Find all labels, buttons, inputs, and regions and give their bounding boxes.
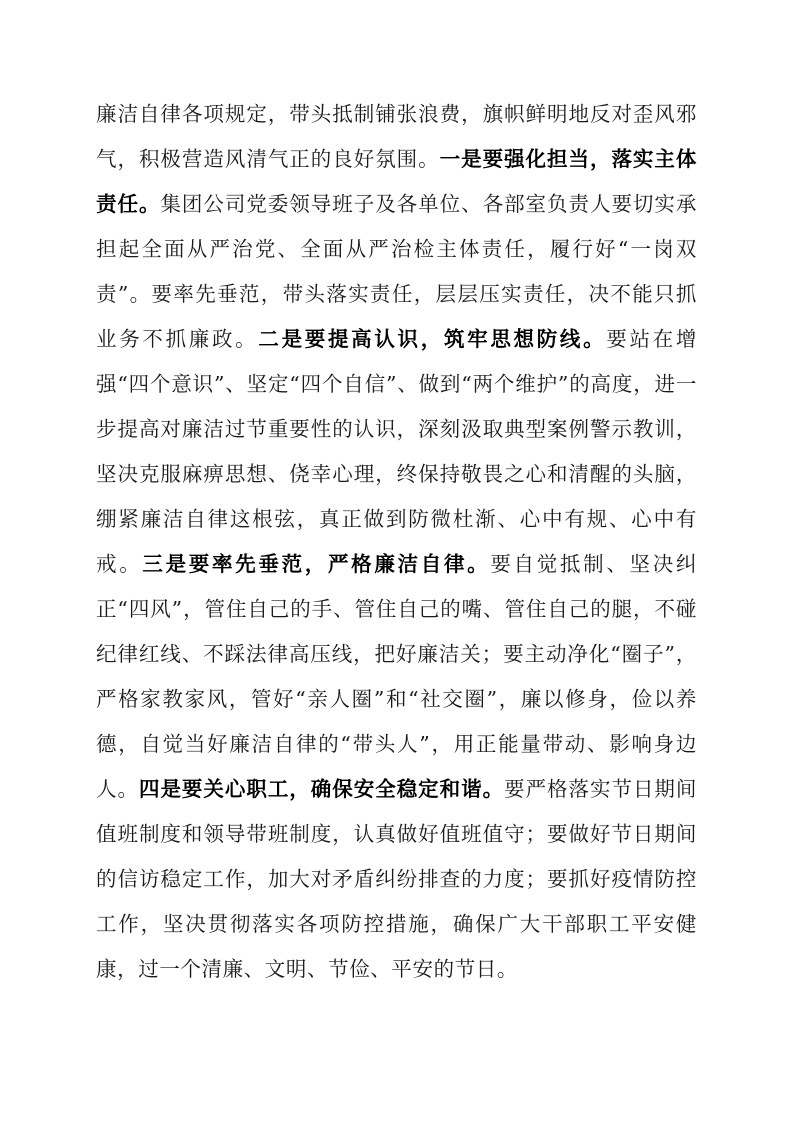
text-run: 集团公司党委领导班子及各单位、各部室负责人要切实承担起全面从严治党、全面从严治检主体责任，履行好“一岗双责”。要率先垂范，带头落实责任，层层压实责任，决不能只抓业务不抓廉政。 (96, 192, 697, 351)
emphasis-run: 一是要强化担当，落实主体责任。 (96, 147, 697, 216)
emphasis-run: 四是要关心职工，确保安全稳定和谐。 (138, 777, 505, 801)
emphasis-run: 二是要提高认识，筑牢思想防线。 (258, 327, 607, 351)
document-body (96, 92, 697, 992)
text-run: 要自觉抵制、坚决纠正“四风”，管住自己的手、管住自己的嘴、管住自己的腿，不碰纪律红线、不踩法律高压线，把好廉洁关；要主动净化“圈子”，严格家教家风，管好“亲人圈”和“社交圈”，廉以修身，俭以养德，自觉当好廉洁自律的“带头人”，用正能量带动、影响身边人。 (96, 552, 698, 801)
text-run: 要站在增强“四个意识”、坚定“四个自信”、做到“两个维护”的高度，进一步提高对廉洁过节重要性的认识，深刻汲取典型案例警示教训，坚决克服麻痹思想、侥幸心理，终保持敬畏之心和清醒的头脑，绷紧廉洁自律这根弦，真正做到防微杜渐、心中有规、心中有戒。 (96, 327, 697, 576)
text-run: 要严格落实节日期间值班制度和领导带班制度，认真做好值班值守；要做好节日期间的信访稳定工作，加大对矛盾纠纷排查的力度；要抓好疫情防控工作，坚决贯彻落实各项防控措施，确保广大干部职工平安健康，过一个清廉、文明、节俭、平安的节日。 (96, 777, 698, 981)
text-run: 廉洁自律各项规定，带头抵制铺张浪费，旗帜鲜明地反对歪风邪气，积极营造风清气正的良好氛围。 (96, 102, 697, 171)
emphasis-run: 三是要率先垂范，严格廉洁自律。 (142, 552, 491, 576)
body-paragraph (96, 92, 697, 992)
